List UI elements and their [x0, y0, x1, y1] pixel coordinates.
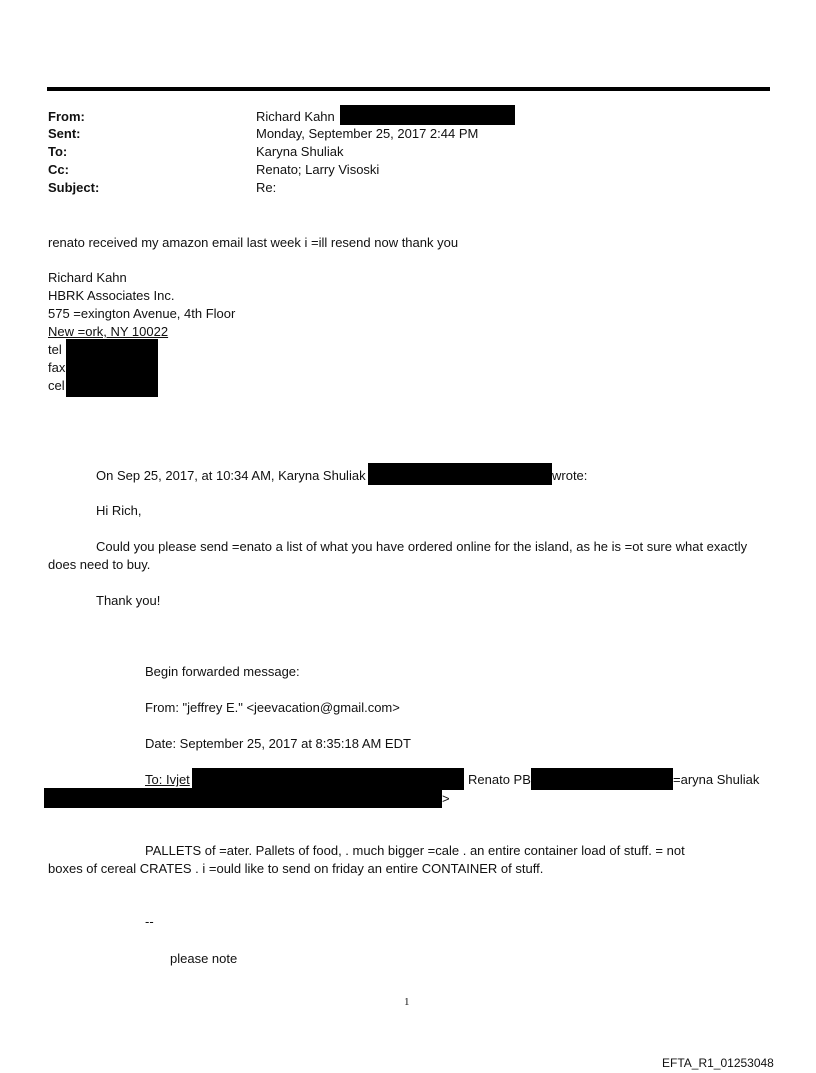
quoted-header-prefix: On Sep 25, 2017, at 10:34 AM, Karyna Shuliak [96, 468, 366, 483]
from-label: From: [48, 109, 85, 124]
forwarded-body-line-2: boxes of cereal CRATES . i =ould like to send on friday an entire CONTAINER of stuff. [48, 861, 544, 876]
from-value: Richard Kahn [256, 109, 335, 124]
forwarded-body-line-1: PALLETS of =ater. Pallets of food, . much bigger =cale . an entire container load of stuff. = not [145, 843, 685, 858]
sent-value: Monday, September 25, 2017 2:44 PM [256, 126, 479, 141]
cc-value: Renato; Larry Visoski [256, 162, 380, 177]
redaction-to-recipient-2 [531, 768, 673, 790]
forwarded-to-mid: Renato PB [468, 772, 531, 787]
quoted-paragraph-line-1: Could you please send =enato a list of what you have ordered online for the island, as he is =ot sure what exactly [96, 539, 748, 554]
quoted-paragraph-line-2: does need to buy. [48, 557, 151, 572]
forwarded-to-suffix: =aryna Shuliak [673, 772, 760, 787]
redaction-quoted-email [368, 463, 552, 485]
redaction-from-email [340, 105, 515, 125]
header-rule [47, 87, 770, 91]
quoted-greeting: Hi Rich, [96, 503, 142, 518]
redaction-to-recipient-1 [192, 768, 464, 790]
signature-company: HBRK Associates Inc. [48, 288, 175, 303]
signature-address-2: New =ork, NY 10022 [48, 324, 169, 339]
forwarded-to-end: > [442, 791, 450, 806]
sent-label: Sent: [48, 126, 81, 141]
signature-cel: cel [48, 378, 65, 393]
forwarded-to-prefix: To: Ivjet [145, 772, 190, 787]
signature-name: Richard Kahn [48, 270, 127, 285]
reply-line: renato received my amazon email last week i =ill resend now thank you [48, 235, 459, 250]
redaction-phone-numbers [66, 339, 158, 397]
forwarded-dashes: -- [145, 914, 154, 929]
quoted-thanks: Thank you! [96, 593, 161, 608]
quoted-header-suffix: wrote: [552, 468, 588, 483]
signature-fax: fax [48, 360, 66, 375]
subject-label: Subject: [48, 180, 100, 195]
forwarded-please-note: please note [170, 951, 238, 966]
signature-tel: tel [48, 342, 62, 357]
signature-address-1: 575 =exington Avenue, 4th Floor [48, 306, 236, 321]
forwarded-begin: Begin forwarded message: [145, 664, 300, 679]
cc-label: Cc: [48, 162, 69, 177]
subject-value: Re: [256, 180, 277, 195]
to-label: To: [48, 144, 68, 159]
forwarded-from: From: "jeffrey E." <jeevacation@gmail.com> [145, 700, 400, 715]
document-id: EFTA_R1_01253048 [662, 1056, 774, 1070]
to-value: Karyna Shuliak [256, 144, 344, 159]
page-number: 1 [404, 996, 410, 1008]
forwarded-date: Date: September 25, 2017 at 8:35:18 AM EDT [145, 736, 411, 751]
redaction-to-recipient-3 [44, 788, 442, 808]
